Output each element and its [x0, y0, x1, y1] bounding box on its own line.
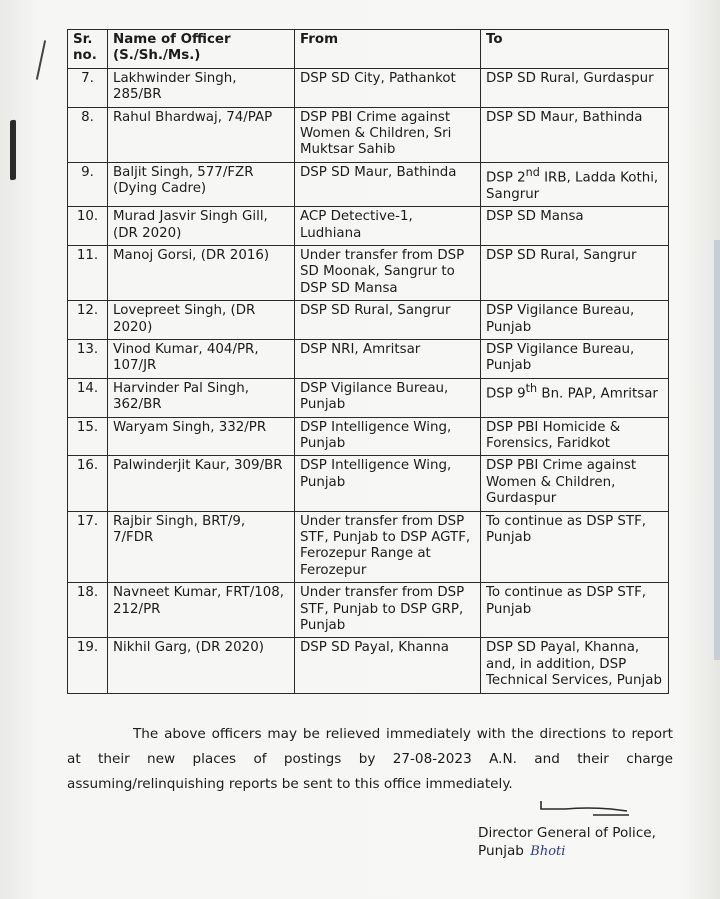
cell-to: DSP SD Mansa	[481, 207, 669, 246]
right-edge-strip	[714, 240, 720, 660]
cell-officer-name: Palwinderjit Kaur, 309/BR	[108, 456, 295, 511]
table-row	[68, 107, 669, 162]
table-row	[68, 638, 669, 693]
cell-officer-name: Vinod Kumar, 404/PR, 107/JR	[108, 339, 295, 378]
header-to: To	[481, 30, 669, 69]
cell-from: DSP SD City, Pathankot	[295, 68, 481, 107]
instruction-paragraph	[67, 722, 673, 797]
signature-scribble	[535, 797, 635, 827]
cell-sr-no: 17.	[68, 511, 108, 583]
cell-sr-no: 11.	[68, 245, 108, 300]
table-row	[68, 417, 669, 456]
cell-officer-name: Rajbir Singh, BRT/9, 7/FDR	[108, 511, 295, 583]
to-text-end: IRB, Ladda Kothi, Sangrur	[486, 170, 659, 202]
cell-to: DSP SD Payal, Khanna, and, in addition, DSP Technical Services, Punjab	[481, 638, 669, 693]
cell-officer-name: Manoj Gorsi, (DR 2016)	[108, 245, 295, 300]
cell-sr-no: 10.	[68, 207, 108, 246]
cell-from: DSP Intelligence Wing, Punjab	[295, 456, 481, 511]
cell-officer-name: Harvinder Pal Singh, 362/BR	[108, 378, 295, 417]
table-row	[68, 511, 669, 583]
transfer-table	[67, 29, 669, 694]
cell-from: DSP PBI Crime against Women & Children, Sri Muktsar Sahib	[295, 107, 481, 162]
table-row	[68, 301, 669, 340]
table-header-row	[68, 30, 669, 69]
cell-from: DSP SD Maur, Bathinda	[295, 162, 481, 206]
to-text-end: Bn. PAP, Amritsar	[537, 386, 658, 402]
cell-officer-name: Nikhil Garg, (DR 2020)	[108, 638, 295, 693]
cell-from: DSP SD Rural, Sangrur	[295, 301, 481, 340]
signatory-place: Punjab	[478, 843, 524, 859]
table-row	[68, 456, 669, 511]
cell-from: ACP Detective-1, Ludhiana	[295, 207, 481, 246]
signatory-block	[478, 824, 656, 861]
cell-to: DSP SD Rural, Gurdaspur	[481, 68, 669, 107]
cell-sr-no: 19.	[68, 638, 108, 693]
cell-to: To continue as DSP STF, Punjab	[481, 511, 669, 583]
signatory-title: Director General of Police,	[478, 825, 656, 841]
ordinal-suffix: th	[525, 381, 538, 395]
cell-to: DSP SD Maur, Bathinda	[481, 107, 669, 162]
header-sr-no: Sr. no.	[68, 30, 108, 69]
cell-from: DSP Vigilance Bureau, Punjab	[295, 378, 481, 417]
cell-from: Under transfer from DSP SD Moonak, Sangrur to DSP SD Mansa	[295, 245, 481, 300]
cell-from: DSP Intelligence Wing, Punjab	[295, 417, 481, 456]
table-row	[68, 245, 669, 300]
table-row	[68, 207, 669, 246]
cell-sr-no: 13.	[68, 339, 108, 378]
cell-to: DSP SD Rural, Sangrur	[481, 245, 669, 300]
cell-sr-no: 7.	[68, 68, 108, 107]
to-text-start: DSP 9	[486, 386, 526, 402]
cell-officer-name: Lakhwinder Singh, 285/BR	[108, 68, 295, 107]
header-officer-name: Name of Officer (S./Sh./Ms.)	[108, 30, 295, 69]
page-edge-shadow	[10, 120, 16, 181]
cell-sr-no: 12.	[68, 301, 108, 340]
cell-sr-no: 14.	[68, 378, 108, 417]
cell-sr-no: 18.	[68, 583, 108, 638]
cell-sr-no: 9.	[68, 162, 108, 206]
table-row	[68, 339, 669, 378]
handwritten-initials: Bhoti	[530, 844, 566, 859]
to-text-start: DSP 2	[486, 170, 526, 186]
cell-sr-no: 15.	[68, 417, 108, 456]
cell-officer-name: Navneet Kumar, FRT/108, 212/PR	[108, 583, 295, 638]
cell-to: DSP Vigilance Bureau, Punjab	[481, 339, 669, 378]
cell-from: DSP NRI, Amritsar	[295, 339, 481, 378]
cell-from: DSP SD Payal, Khanna	[295, 638, 481, 693]
cell-to: DSP PBI Homicide & Forensics, Faridkot	[481, 417, 669, 456]
cell-officer-name: Rahul Bhardwaj, 74/PAP	[108, 107, 295, 162]
table-row	[68, 68, 669, 107]
cell-sr-no: 16.	[68, 456, 108, 511]
table-row	[68, 162, 669, 206]
cell-officer-name: Waryam Singh, 332/PR	[108, 417, 295, 456]
cell-to	[481, 162, 669, 206]
cell-officer-name: Baljit Singh, 577/FZR (Dying Cadre)	[108, 162, 295, 206]
cell-officer-name: Murad Jasvir Singh Gill, (DR 2020)	[108, 207, 295, 246]
header-from: From	[295, 30, 481, 69]
cell-from: Under transfer from DSP STF, Punjab to DSP AGTF, Ferozepur Range at Ferozepur	[295, 511, 481, 583]
cell-to	[481, 378, 669, 417]
signatory-place-line	[478, 842, 656, 861]
cell-sr-no: 8.	[68, 107, 108, 162]
cell-to: To continue as DSP STF, Punjab	[481, 583, 669, 638]
cell-officer-name: Lovepreet Singh, (DR 2020)	[108, 301, 295, 340]
table-row	[68, 378, 669, 417]
cell-to: DSP PBI Crime against Women & Children, Gurdaspur	[481, 456, 669, 511]
cell-to: DSP Vigilance Bureau, Punjab	[481, 301, 669, 340]
cell-from: Under transfer from DSP STF, Punjab to DSP GRP, Punjab	[295, 583, 481, 638]
table-row	[68, 583, 669, 638]
ordinal-suffix: nd	[525, 165, 540, 179]
paragraph-text: The above officers may be relieved immediately with the directions to report at their new places of postings by 27-08-2023 A.N. and their charge assuming/relinquishing reports be sent to this office immediately.	[67, 726, 673, 792]
